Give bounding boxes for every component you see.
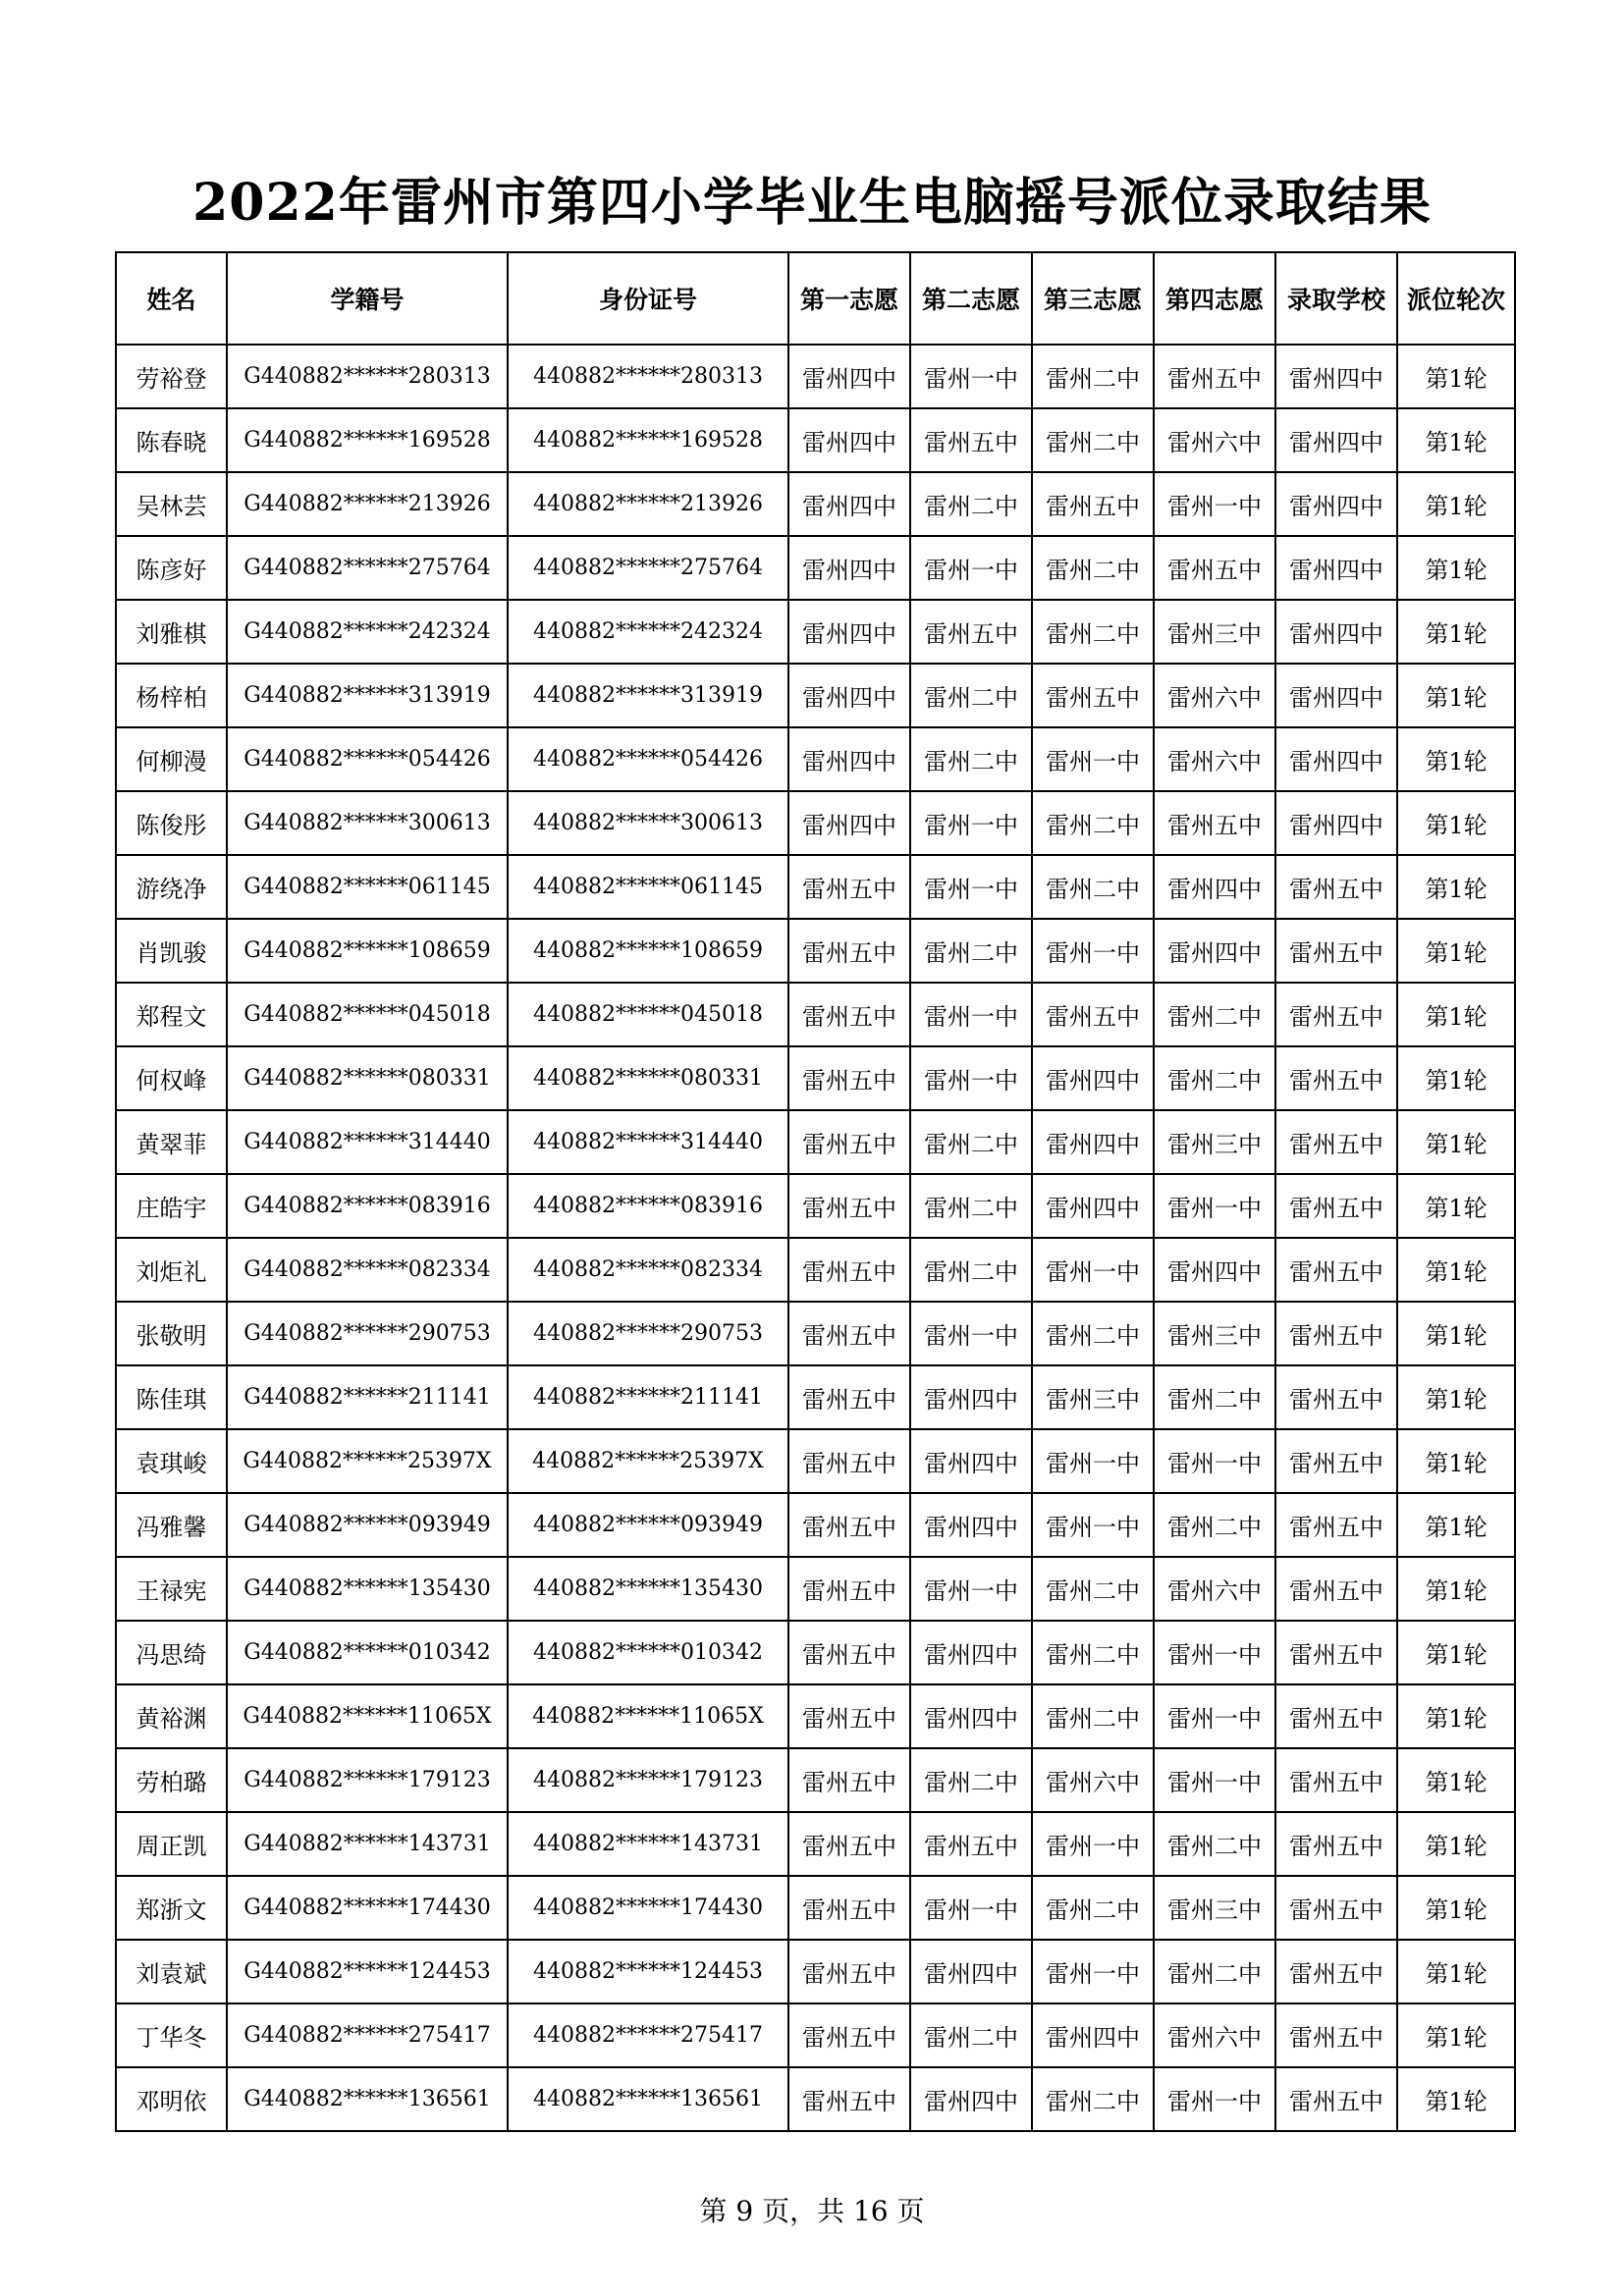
cell-choice-3: 雷州一中	[1032, 1940, 1154, 2003]
cell-choice-1: 雷州五中	[788, 2003, 910, 2067]
cell-round: 第1轮	[1397, 1940, 1515, 2003]
cell-student-id: G440882******280313	[227, 345, 508, 408]
table-row	[116, 345, 1515, 408]
cell-name: 丁华冬	[116, 2003, 227, 2067]
cell-student-id: G440882******136561	[227, 2067, 508, 2131]
cell-round: 第1轮	[1397, 1684, 1515, 1748]
cell-choice-3: 雷州五中	[1032, 664, 1154, 727]
cell-choice-1: 雷州五中	[788, 855, 910, 919]
cell-choice-3: 雷州二中	[1032, 1302, 1154, 1365]
cell-name: 黄翠菲	[116, 1110, 227, 1174]
table-row	[116, 472, 1515, 536]
cell-id-card: 440882******275764	[508, 536, 788, 600]
cell-choice-3: 雷州一中	[1032, 919, 1154, 983]
cell-name: 游绕净	[116, 855, 227, 919]
header-choice-4: 第四志愿	[1154, 252, 1275, 345]
cell-choice-3: 雷州三中	[1032, 1365, 1154, 1429]
cell-student-id: G440882******143731	[227, 1812, 508, 1876]
cell-choice-4: 雷州一中	[1154, 2067, 1275, 2131]
cell-round: 第1轮	[1397, 536, 1515, 600]
cell-round: 第1轮	[1397, 1748, 1515, 1812]
cell-choice-2: 雷州五中	[910, 1812, 1032, 1876]
header-round: 派位轮次	[1397, 252, 1515, 345]
cell-choice-4: 雷州三中	[1154, 1110, 1275, 1174]
cell-student-id: G440882******054426	[227, 727, 508, 791]
cell-choice-2: 雷州二中	[910, 664, 1032, 727]
cell-choice-2: 雷州四中	[910, 1621, 1032, 1684]
cell-admitted-school: 雷州五中	[1275, 1110, 1397, 1174]
cell-round: 第1轮	[1397, 1557, 1515, 1621]
cell-name: 郑程文	[116, 983, 227, 1046]
cell-choice-2: 雷州二中	[910, 1174, 1032, 1238]
cell-round: 第1轮	[1397, 1238, 1515, 1302]
cell-choice-1: 雷州五中	[788, 1493, 910, 1557]
header-choice-1: 第一志愿	[788, 252, 910, 345]
page-footer: 第 9 页，共 16 页	[699, 2195, 925, 2227]
header-row	[116, 252, 1515, 345]
cell-round: 第1轮	[1397, 2067, 1515, 2131]
cell-choice-1: 雷州五中	[788, 2067, 910, 2131]
cell-choice-3: 雷州一中	[1032, 1493, 1154, 1557]
cell-id-card: 440882******083916	[508, 1174, 788, 1238]
cell-id-card: 440882******080331	[508, 1046, 788, 1110]
cell-choice-1: 雷州四中	[788, 664, 910, 727]
cell-id-card: 440882******169528	[508, 408, 788, 472]
cell-choice-2: 雷州二中	[910, 727, 1032, 791]
cell-choice-3: 雷州四中	[1032, 2003, 1154, 2067]
cell-choice-4: 雷州五中	[1154, 345, 1275, 408]
table-row	[116, 1557, 1515, 1621]
cell-admitted-school: 雷州五中	[1275, 983, 1397, 1046]
cell-choice-1: 雷州五中	[788, 919, 910, 983]
cell-id-card: 440882******045018	[508, 983, 788, 1046]
cell-student-id: G440882******169528	[227, 408, 508, 472]
cell-choice-4: 雷州四中	[1154, 1238, 1275, 1302]
cell-choice-2: 雷州二中	[910, 472, 1032, 536]
cell-id-card: 440882******108659	[508, 919, 788, 983]
cell-id-card: 440882******124453	[508, 1940, 788, 2003]
cell-admitted-school: 雷州五中	[1275, 2003, 1397, 2067]
cell-choice-2: 雷州二中	[910, 919, 1032, 983]
cell-choice-1: 雷州五中	[788, 1812, 910, 1876]
table-row	[116, 1429, 1515, 1493]
cell-admitted-school: 雷州五中	[1275, 1493, 1397, 1557]
cell-student-id: G440882******290753	[227, 1302, 508, 1365]
cell-student-id: G440882******135430	[227, 1557, 508, 1621]
table-row	[116, 1493, 1515, 1557]
cell-name: 陈俊彤	[116, 791, 227, 855]
cell-choice-4: 雷州一中	[1154, 1429, 1275, 1493]
cell-name: 吴林芸	[116, 472, 227, 536]
cell-choice-4: 雷州二中	[1154, 1493, 1275, 1557]
cell-choice-1: 雷州四中	[788, 408, 910, 472]
cell-choice-3: 雷州二中	[1032, 600, 1154, 664]
cell-choice-4: 雷州一中	[1154, 1684, 1275, 1748]
cell-id-card: 440882******061145	[508, 855, 788, 919]
cell-student-id: G440882******108659	[227, 919, 508, 983]
page-title: 2022年雷州市第四小学毕业生电脑摇号派位录取结果	[192, 173, 1432, 233]
cell-choice-2: 雷州四中	[910, 2067, 1032, 2131]
cell-id-card: 440882******25397X	[508, 1429, 788, 1493]
cell-name: 劳裕登	[116, 345, 227, 408]
cell-choice-3: 雷州二中	[1032, 408, 1154, 472]
cell-choice-3: 雷州二中	[1032, 791, 1154, 855]
cell-name: 周正凯	[116, 1812, 227, 1876]
cell-choice-1: 雷州五中	[788, 1621, 910, 1684]
cell-choice-3: 雷州一中	[1032, 1812, 1154, 1876]
cell-name: 何柳漫	[116, 727, 227, 791]
cell-choice-2: 雷州二中	[910, 2003, 1032, 2067]
cell-student-id: G440882******010342	[227, 1621, 508, 1684]
cell-choice-1: 雷州五中	[788, 983, 910, 1046]
cell-choice-2: 雷州一中	[910, 1557, 1032, 1621]
cell-name: 杨梓柏	[116, 664, 227, 727]
cell-round: 第1轮	[1397, 855, 1515, 919]
header-choice-2: 第二志愿	[910, 252, 1032, 345]
cell-round: 第1轮	[1397, 2003, 1515, 2067]
cell-choice-2: 雷州一中	[910, 1046, 1032, 1110]
cell-choice-3: 雷州二中	[1032, 1684, 1154, 1748]
cell-admitted-school: 雷州四中	[1275, 600, 1397, 664]
table-row	[116, 1238, 1515, 1302]
cell-id-card: 440882******179123	[508, 1748, 788, 1812]
cell-choice-1: 雷州五中	[788, 1557, 910, 1621]
cell-choice-2: 雷州二中	[910, 1748, 1032, 1812]
cell-choice-1: 雷州四中	[788, 536, 910, 600]
table-row	[116, 1174, 1515, 1238]
table-row	[116, 1621, 1515, 1684]
cell-name: 肖凯骏	[116, 919, 227, 983]
cell-admitted-school: 雷州四中	[1275, 408, 1397, 472]
cell-choice-1: 雷州五中	[788, 1365, 910, 1429]
table-row	[116, 855, 1515, 919]
cell-round: 第1轮	[1397, 1621, 1515, 1684]
cell-choice-2: 雷州四中	[910, 1940, 1032, 2003]
cell-choice-3: 雷州二中	[1032, 1621, 1154, 1684]
cell-choice-3: 雷州二中	[1032, 1876, 1154, 1940]
cell-id-card: 440882******290753	[508, 1302, 788, 1365]
cell-id-card: 440882******213926	[508, 472, 788, 536]
cell-name: 刘雅棋	[116, 600, 227, 664]
cell-admitted-school: 雷州五中	[1275, 1684, 1397, 1748]
cell-choice-2: 雷州四中	[910, 1365, 1032, 1429]
cell-round: 第1轮	[1397, 1110, 1515, 1174]
cell-choice-3: 雷州一中	[1032, 727, 1154, 791]
cell-choice-1: 雷州五中	[788, 1684, 910, 1748]
cell-round: 第1轮	[1397, 727, 1515, 791]
cell-name: 袁琪峻	[116, 1429, 227, 1493]
cell-round: 第1轮	[1397, 1876, 1515, 1940]
results-table	[115, 251, 1516, 2132]
table-row	[116, 1748, 1515, 1812]
cell-student-id: G440882******093949	[227, 1493, 508, 1557]
cell-name: 冯雅馨	[116, 1493, 227, 1557]
cell-id-card: 440882******242324	[508, 600, 788, 664]
cell-admitted-school: 雷州五中	[1275, 1876, 1397, 1940]
cell-choice-4: 雷州一中	[1154, 472, 1275, 536]
cell-id-card: 440882******313919	[508, 664, 788, 727]
cell-round: 第1轮	[1397, 1174, 1515, 1238]
cell-choice-2: 雷州二中	[910, 1238, 1032, 1302]
cell-round: 第1轮	[1397, 1046, 1515, 1110]
cell-choice-4: 雷州五中	[1154, 791, 1275, 855]
cell-choice-1: 雷州四中	[788, 345, 910, 408]
cell-admitted-school: 雷州五中	[1275, 2067, 1397, 2131]
cell-student-id: G440882******25397X	[227, 1429, 508, 1493]
cell-admitted-school: 雷州四中	[1275, 727, 1397, 791]
cell-admitted-school: 雷州五中	[1275, 1046, 1397, 1110]
cell-name: 张敬明	[116, 1302, 227, 1365]
cell-name: 冯思绮	[116, 1621, 227, 1684]
cell-choice-3: 雷州一中	[1032, 1429, 1154, 1493]
cell-student-id: G440882******211141	[227, 1365, 508, 1429]
cell-choice-3: 雷州二中	[1032, 1557, 1154, 1621]
header-student-id: 学籍号	[227, 252, 508, 345]
cell-admitted-school: 雷州五中	[1275, 1748, 1397, 1812]
cell-admitted-school: 雷州四中	[1275, 472, 1397, 536]
cell-admitted-school: 雷州五中	[1275, 1621, 1397, 1684]
cell-choice-1: 雷州五中	[788, 1174, 910, 1238]
cell-choice-2: 雷州一中	[910, 983, 1032, 1046]
cell-choice-2: 雷州二中	[910, 1110, 1032, 1174]
cell-round: 第1轮	[1397, 408, 1515, 472]
cell-choice-3: 雷州二中	[1032, 2067, 1154, 2131]
cell-name: 陈彦好	[116, 536, 227, 600]
header-name: 姓名	[116, 252, 227, 345]
cell-id-card: 440882******280313	[508, 345, 788, 408]
cell-choice-1: 雷州四中	[788, 472, 910, 536]
cell-student-id: G440882******082334	[227, 1238, 508, 1302]
cell-choice-4: 雷州四中	[1154, 855, 1275, 919]
cell-choice-1: 雷州五中	[788, 1110, 910, 1174]
cell-admitted-school: 雷州四中	[1275, 791, 1397, 855]
cell-student-id: G440882******11065X	[227, 1684, 508, 1748]
header-id-card: 身份证号	[508, 252, 788, 345]
cell-choice-3: 雷州二中	[1032, 536, 1154, 600]
cell-admitted-school: 雷州五中	[1275, 1302, 1397, 1365]
cell-choice-4: 雷州六中	[1154, 2003, 1275, 2067]
cell-round: 第1轮	[1397, 983, 1515, 1046]
cell-id-card: 440882******054426	[508, 727, 788, 791]
cell-choice-4: 雷州六中	[1154, 727, 1275, 791]
cell-student-id: G440882******124453	[227, 1940, 508, 2003]
cell-id-card: 440882******314440	[508, 1110, 788, 1174]
cell-admitted-school: 雷州四中	[1275, 345, 1397, 408]
cell-name: 刘炬礼	[116, 1238, 227, 1302]
cell-id-card: 440882******11065X	[508, 1684, 788, 1748]
table-row	[116, 664, 1515, 727]
cell-choice-3: 雷州二中	[1032, 345, 1154, 408]
cell-id-card: 440882******300613	[508, 791, 788, 855]
cell-student-id: G440882******313919	[227, 664, 508, 727]
cell-name: 劳柏璐	[116, 1748, 227, 1812]
cell-choice-4: 雷州四中	[1154, 919, 1275, 983]
cell-choice-4: 雷州三中	[1154, 1876, 1275, 1940]
cell-choice-2: 雷州一中	[910, 855, 1032, 919]
cell-choice-2: 雷州五中	[910, 408, 1032, 472]
cell-choice-3: 雷州六中	[1032, 1748, 1154, 1812]
cell-student-id: G440882******300613	[227, 791, 508, 855]
cell-round: 第1轮	[1397, 472, 1515, 536]
cell-id-card: 440882******010342	[508, 1621, 788, 1684]
cell-round: 第1轮	[1397, 1429, 1515, 1493]
cell-choice-4: 雷州二中	[1154, 1046, 1275, 1110]
cell-choice-3: 雷州五中	[1032, 983, 1154, 1046]
cell-admitted-school: 雷州五中	[1275, 1238, 1397, 1302]
cell-admitted-school: 雷州四中	[1275, 664, 1397, 727]
cell-name: 王禄宪	[116, 1557, 227, 1621]
cell-id-card: 440882******211141	[508, 1365, 788, 1429]
cell-name: 邓明依	[116, 2067, 227, 2131]
table-row	[116, 600, 1515, 664]
table-row	[116, 1684, 1515, 1748]
cell-round: 第1轮	[1397, 791, 1515, 855]
cell-student-id: G440882******242324	[227, 600, 508, 664]
cell-choice-1: 雷州四中	[788, 791, 910, 855]
table-row	[116, 1940, 1515, 2003]
cell-admitted-school: 雷州五中	[1275, 1365, 1397, 1429]
cell-choice-1: 雷州五中	[788, 1238, 910, 1302]
header-choice-3: 第三志愿	[1032, 252, 1154, 345]
cell-choice-4: 雷州二中	[1154, 1812, 1275, 1876]
cell-admitted-school: 雷州五中	[1275, 1174, 1397, 1238]
cell-id-card: 440882******136561	[508, 2067, 788, 2131]
cell-choice-4: 雷州三中	[1154, 600, 1275, 664]
table-row	[116, 1365, 1515, 1429]
cell-choice-4: 雷州六中	[1154, 664, 1275, 727]
cell-admitted-school: 雷州五中	[1275, 1429, 1397, 1493]
cell-name: 陈佳琪	[116, 1365, 227, 1429]
table-row	[116, 919, 1515, 983]
table-row	[116, 1302, 1515, 1365]
table-row	[116, 2067, 1515, 2131]
cell-choice-2: 雷州一中	[910, 791, 1032, 855]
cell-choice-4: 雷州六中	[1154, 1557, 1275, 1621]
cell-student-id: G440882******179123	[227, 1748, 508, 1812]
cell-choice-3: 雷州五中	[1032, 472, 1154, 536]
cell-admitted-school: 雷州五中	[1275, 1940, 1397, 2003]
cell-round: 第1轮	[1397, 1812, 1515, 1876]
cell-choice-3: 雷州一中	[1032, 1238, 1154, 1302]
cell-name: 黄裕渊	[116, 1684, 227, 1748]
cell-student-id: G440882******213926	[227, 472, 508, 536]
cell-admitted-school: 雷州五中	[1275, 1557, 1397, 1621]
cell-choice-3: 雷州四中	[1032, 1174, 1154, 1238]
cell-admitted-school: 雷州五中	[1275, 1812, 1397, 1876]
header-admitted-school: 录取学校	[1275, 252, 1397, 345]
cell-choice-2: 雷州一中	[910, 1302, 1032, 1365]
cell-id-card: 440882******174430	[508, 1876, 788, 1940]
table-row	[116, 2003, 1515, 2067]
cell-name: 何权峰	[116, 1046, 227, 1110]
table-row	[116, 727, 1515, 791]
cell-student-id: G440882******083916	[227, 1174, 508, 1238]
cell-admitted-school: 雷州五中	[1275, 919, 1397, 983]
cell-choice-2: 雷州一中	[910, 536, 1032, 600]
cell-id-card: 440882******143731	[508, 1812, 788, 1876]
cell-choice-1: 雷州四中	[788, 600, 910, 664]
table-row	[116, 1876, 1515, 1940]
cell-choice-1: 雷州五中	[788, 1748, 910, 1812]
cell-student-id: G440882******080331	[227, 1046, 508, 1110]
cell-name: 庄皓宇	[116, 1174, 227, 1238]
cell-round: 第1轮	[1397, 664, 1515, 727]
cell-student-id: G440882******174430	[227, 1876, 508, 1940]
cell-student-id: G440882******275764	[227, 536, 508, 600]
cell-round: 第1轮	[1397, 345, 1515, 408]
table-row	[116, 983, 1515, 1046]
cell-choice-3: 雷州四中	[1032, 1110, 1154, 1174]
table-row	[116, 1812, 1515, 1876]
cell-choice-3: 雷州二中	[1032, 855, 1154, 919]
cell-choice-2: 雷州四中	[910, 1684, 1032, 1748]
cell-student-id: G440882******061145	[227, 855, 508, 919]
cell-choice-1: 雷州五中	[788, 1940, 910, 2003]
cell-round: 第1轮	[1397, 1365, 1515, 1429]
cell-choice-2: 雷州四中	[910, 1429, 1032, 1493]
cell-student-id: G440882******045018	[227, 983, 508, 1046]
cell-choice-4: 雷州二中	[1154, 1365, 1275, 1429]
cell-choice-1: 雷州五中	[788, 1302, 910, 1365]
cell-id-card: 440882******275417	[508, 2003, 788, 2067]
cell-round: 第1轮	[1397, 1493, 1515, 1557]
cell-choice-2: 雷州一中	[910, 1876, 1032, 1940]
cell-choice-1: 雷州四中	[788, 727, 910, 791]
cell-choice-4: 雷州一中	[1154, 1174, 1275, 1238]
cell-choice-4: 雷州三中	[1154, 1302, 1275, 1365]
cell-round: 第1轮	[1397, 1302, 1515, 1365]
cell-choice-1: 雷州五中	[788, 1429, 910, 1493]
cell-id-card: 440882******082334	[508, 1238, 788, 1302]
table-row	[116, 408, 1515, 472]
cell-choice-3: 雷州四中	[1032, 1046, 1154, 1110]
table-row	[116, 791, 1515, 855]
cell-name: 郑浙文	[116, 1876, 227, 1940]
cell-admitted-school: 雷州四中	[1275, 536, 1397, 600]
cell-choice-2: 雷州五中	[910, 600, 1032, 664]
cell-choice-4: 雷州一中	[1154, 1748, 1275, 1812]
cell-name: 陈春晓	[116, 408, 227, 472]
cell-admitted-school: 雷州五中	[1275, 855, 1397, 919]
table-row	[116, 536, 1515, 600]
cell-choice-4: 雷州一中	[1154, 1621, 1275, 1684]
cell-round: 第1轮	[1397, 919, 1515, 983]
cell-id-card: 440882******093949	[508, 1493, 788, 1557]
cell-student-id: G440882******314440	[227, 1110, 508, 1174]
cell-student-id: G440882******275417	[227, 2003, 508, 2067]
cell-round: 第1轮	[1397, 600, 1515, 664]
cell-choice-1: 雷州五中	[788, 1876, 910, 1940]
table-row	[116, 1046, 1515, 1110]
table-row	[116, 1110, 1515, 1174]
cell-choice-4: 雷州二中	[1154, 1940, 1275, 2003]
cell-choice-4: 雷州六中	[1154, 408, 1275, 472]
cell-name: 刘袁斌	[116, 1940, 227, 2003]
cell-choice-2: 雷州一中	[910, 345, 1032, 408]
cell-choice-4: 雷州二中	[1154, 983, 1275, 1046]
cell-id-card: 440882******135430	[508, 1557, 788, 1621]
cell-choice-2: 雷州四中	[910, 1493, 1032, 1557]
cell-choice-4: 雷州五中	[1154, 536, 1275, 600]
cell-choice-1: 雷州五中	[788, 1046, 910, 1110]
